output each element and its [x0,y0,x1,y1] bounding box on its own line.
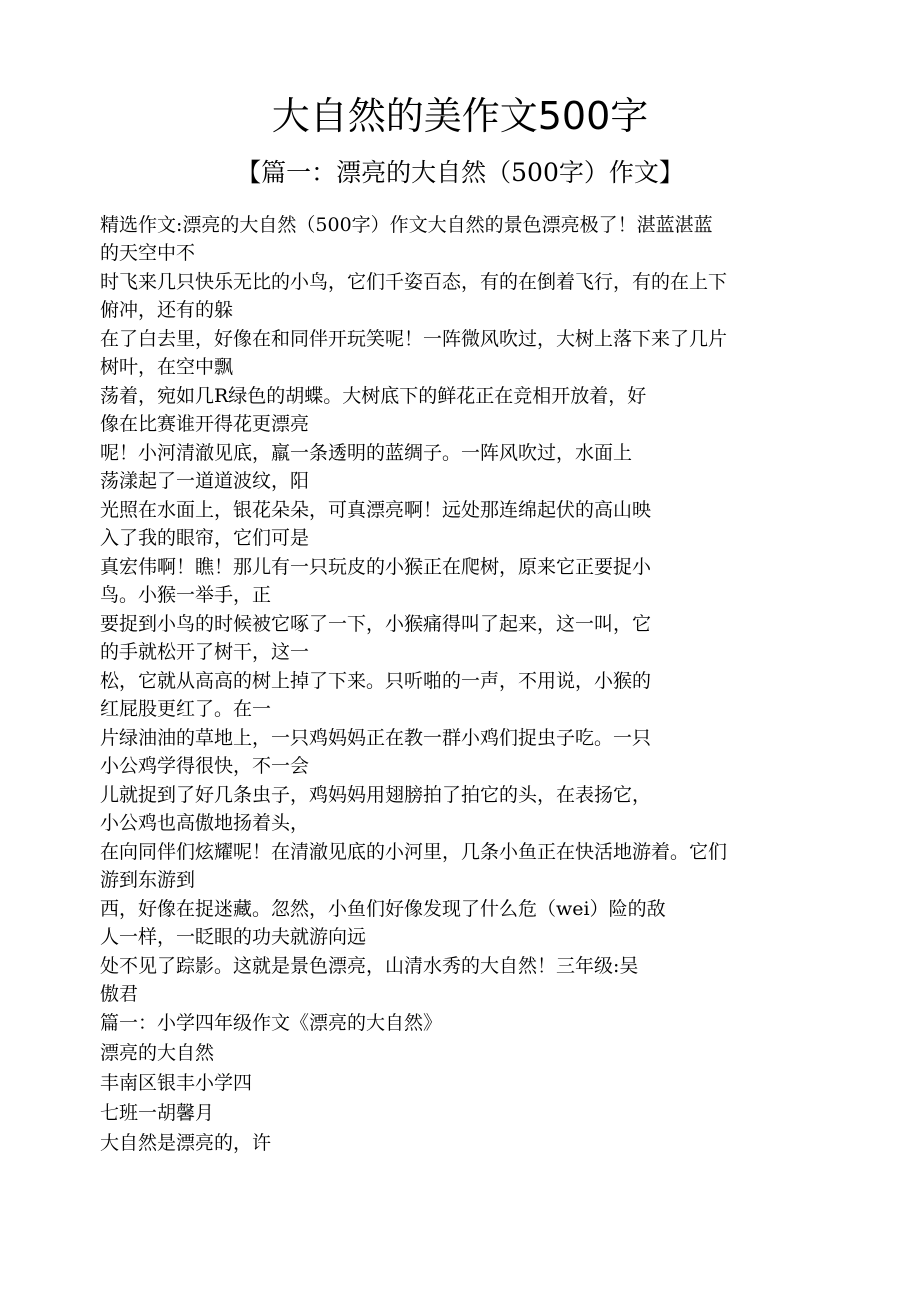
text-line: 荡漾起了一道道波纹，阳 [100,470,310,492]
essay-body [100,210,820,1158]
text-line: 大自然是漂亮的，许 [100,1132,272,1154]
text-line: 像在比赛谁开得花更漂亮 [100,413,310,435]
text-line: 丰南区银丰小学四 [100,1072,253,1094]
text-line: 处不见了踪影。这就是景色漂亮，山清水秀的大自然！三年级:吴 [100,955,639,977]
text-line: 片绿油油的草地上，一只鸡妈妈正在教一群小鸡们捉虫子吃。一只 [100,727,652,749]
document-subtitle: 【篇一：漂亮的大自然（500字）作文】 [236,158,684,187]
text-line: 松，它就从高高的树上掉了下来。只听啪的一声，不用说，小猴的 [100,670,652,692]
text-line: 在了白去里，好像在和同伴开玩笑呢！一阵微风吹过，大树上落下来了几片 [100,328,728,350]
text-line: 漂亮的大自然 [100,1042,215,1064]
text-line: 树叶，在空中飘 [100,356,234,378]
text-line: 真宏伟啊！瞧！那儿有一只玩皮的小猴正在爬树，原来它正要捉小 [100,556,652,578]
text-line: 入了我的眼帘，它们可是 [100,527,310,549]
document-title: 大自然的美作文500字 [271,94,649,138]
text-line: 红屁股更红了。在一 [100,698,272,720]
text-line: 要捉到小鸟的时候被它啄了一下，小猴痛得叫了起来，这一叫，它 [100,613,652,635]
text-line: 人一样，一眨眼的功夫就游向远 [100,926,367,948]
text-line: 儿就捉到了好几条虫子，鸡妈妈用翅膀拍了拍它的头，在表扬它， [100,784,652,806]
text-line: 傲君 [100,983,139,1005]
text-line: 游到东游到 [100,869,196,891]
text-line: 西，好像在捉迷藏。忽然，小鱼们好像发现了什么危（wei）险的敌 [100,898,666,920]
text-line: 的手就松开了树干，这一 [100,641,310,663]
text-line: 小公鸡学得很快，不一会 [100,755,310,777]
text-line: 篇一：小学四年级作文《漂亮的大自然》 [100,1012,443,1034]
text-line: 七班一胡馨月 [100,1102,215,1124]
text-line: 在向同伴们炫耀呢！在清澈见底的小河里，几条小鱼正在快活地游着。它们 [100,841,728,863]
text-line: 时飞来几只快乐无比的小鸟，它们千姿百态，有的在倒着飞行，有的在上下 [100,271,728,293]
text-line: 光照在水面上，银花朵朵，可真漂亮啊！远处那连绵起伏的高山映 [100,499,652,521]
text-line: 小公鸡也高傲地扬着头， [100,812,310,834]
text-line: 荡着，宛如几R绿色的胡蝶。大树底下的鲜花正在竞相开放着，好 [100,385,647,407]
text-line: 的天空中不 [100,242,196,264]
text-line: 俯冲，还有的躲 [100,299,234,321]
text-line: 精选作文:漂亮的大自然（500字）作文大自然的景色漂亮极了！湛蓝湛蓝 [100,214,713,236]
text-line: 鸟。小猴一举手，正 [100,584,272,606]
text-line: 呢！小河清澈见底，羸一条透明的蓝绸子。一阵风吹过，水面上 [100,442,633,464]
